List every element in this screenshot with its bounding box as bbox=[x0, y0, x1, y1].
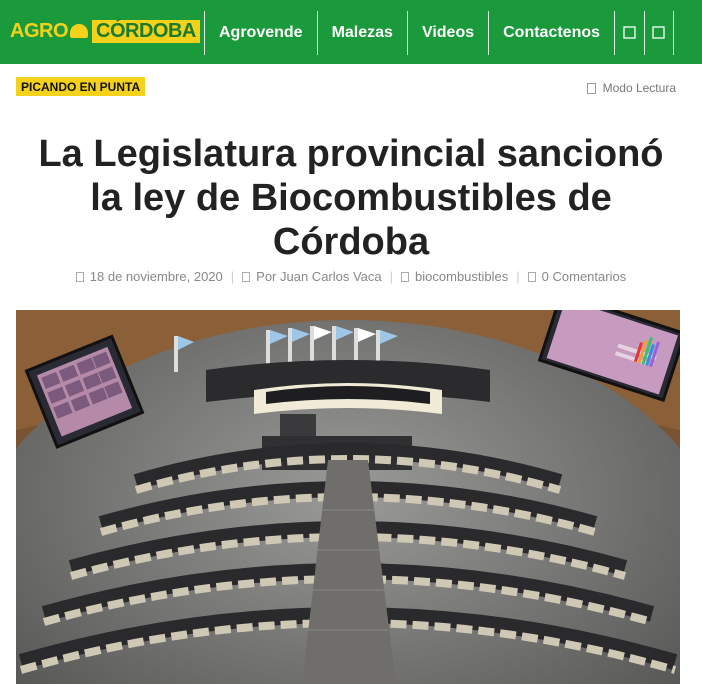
meta-comments[interactable] bbox=[528, 269, 627, 284]
site-logo[interactable] bbox=[10, 17, 200, 45]
meta-separator: | bbox=[230, 269, 235, 284]
meta-comments-text: 0 Comentarios bbox=[541, 269, 627, 284]
reading-mode-icon bbox=[587, 83, 597, 94]
nav-item-malezas[interactable]: Malezas bbox=[317, 11, 407, 55]
meta-date-text: 18 de noviembre, 2020 bbox=[89, 269, 223, 284]
main-nav bbox=[204, 11, 674, 55]
comment-icon bbox=[528, 272, 537, 282]
menu-icon[interactable] bbox=[644, 11, 674, 55]
search-icon[interactable] bbox=[614, 11, 644, 55]
nav-item-videos[interactable]: Videos bbox=[407, 11, 488, 55]
meta-author-text: Por Juan Carlos Vaca bbox=[256, 269, 382, 284]
reading-mode-toggle[interactable] bbox=[587, 81, 676, 95]
nav-item-agrovende[interactable]: Agrovende bbox=[204, 11, 317, 55]
category-badge[interactable]: PICANDO EN PUNTA bbox=[16, 77, 145, 96]
featured-image bbox=[16, 310, 680, 684]
article-title: La Legislatura provincial sancionó la ley de Biocombustibles de Córdoba bbox=[38, 133, 664, 263]
top-navbar bbox=[0, 0, 702, 64]
logo-agro-text: AGRO bbox=[10, 19, 68, 42]
meta-date bbox=[76, 269, 223, 284]
meta-separator: | bbox=[516, 269, 520, 284]
nav-item-contactenos[interactable]: Contactenos bbox=[488, 11, 614, 55]
meta-author[interactable] bbox=[242, 269, 382, 284]
user-icon bbox=[242, 272, 251, 282]
article-meta bbox=[0, 269, 702, 284]
meta-tag-text: biocombustibles bbox=[415, 269, 509, 284]
legislature-chamber-illustration bbox=[16, 310, 680, 684]
reading-mode-label: Modo Lectura bbox=[602, 81, 676, 95]
logo-cordoba-text: CÓRDOBA bbox=[92, 20, 200, 43]
logo-mark-icon bbox=[70, 24, 88, 38]
tag-icon bbox=[401, 272, 410, 282]
calendar-icon bbox=[76, 272, 85, 282]
meta-tag[interactable] bbox=[401, 269, 508, 284]
meta-separator: | bbox=[389, 269, 394, 284]
